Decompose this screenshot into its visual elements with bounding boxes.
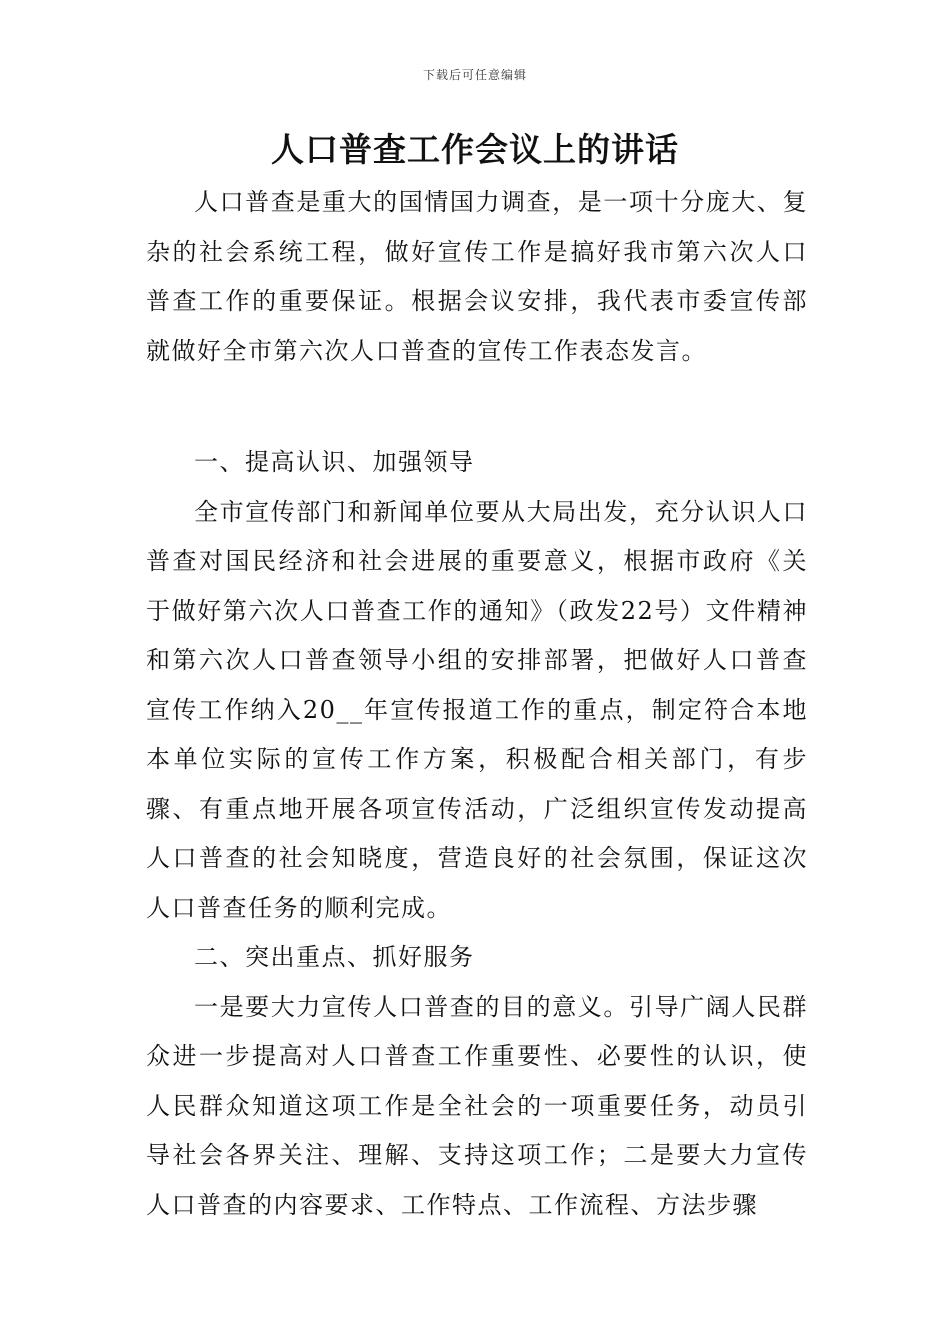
section-2-paragraph: 一是要大力宣传人口普查的目的意义。引导广阔人民群众进一步提高对人口普查工作重要性、必要性的认识，使人民群众知道这项工作是全社会的一项重要任务，动员引导社会各界关注、理解、支持这项工作；二是要大力宣传人口普查的内容要求、工作特点、工作流程、方法步骤 xyxy=(146,992,808,1219)
section-2-heading: 二、突出重点、抓好服务 xyxy=(194,943,475,971)
section-1-heading: 一、提高认识、加强领导 xyxy=(194,448,475,476)
document-title: 人口普查工作会议上的讲话 xyxy=(271,130,679,169)
header-note: 下载后可任意编辑 xyxy=(422,68,527,82)
document-body xyxy=(146,178,808,1230)
paragraph-gap xyxy=(146,376,808,438)
intro-paragraph: 人口普查是重大的国情国力调查，是一项十分庞大、复杂的社会系统工程，做好宣传工作是搞好我市第六次人口普查工作的重要保证。根据会议安排，我代表市委宣传部就做好全市第六次人口普查的宣传工作表态发言。 xyxy=(146,188,808,365)
section-1-paragraph: 全市宣传部门和新闻单位要从大局出发，充分认识人口普查对国民经济和社会进展的重要意义，根据市政府《关于做好第六次人口普查工作的通知》（政发22号）文件精神和第六次人口普查领导小组的安排部署，把做好人口普查宣传工作纳入20__年宣传报道工作的重点，制定符合本地本单位实际的宣传工作方案，积极配合相关部门，有步骤、有重点地开展各项宣传活动，广泛组织宣传发动提高人口普查的社会知晓度，营造良好的社会氛围，保证这次人口普查任务的顺利完成。 xyxy=(146,497,808,922)
